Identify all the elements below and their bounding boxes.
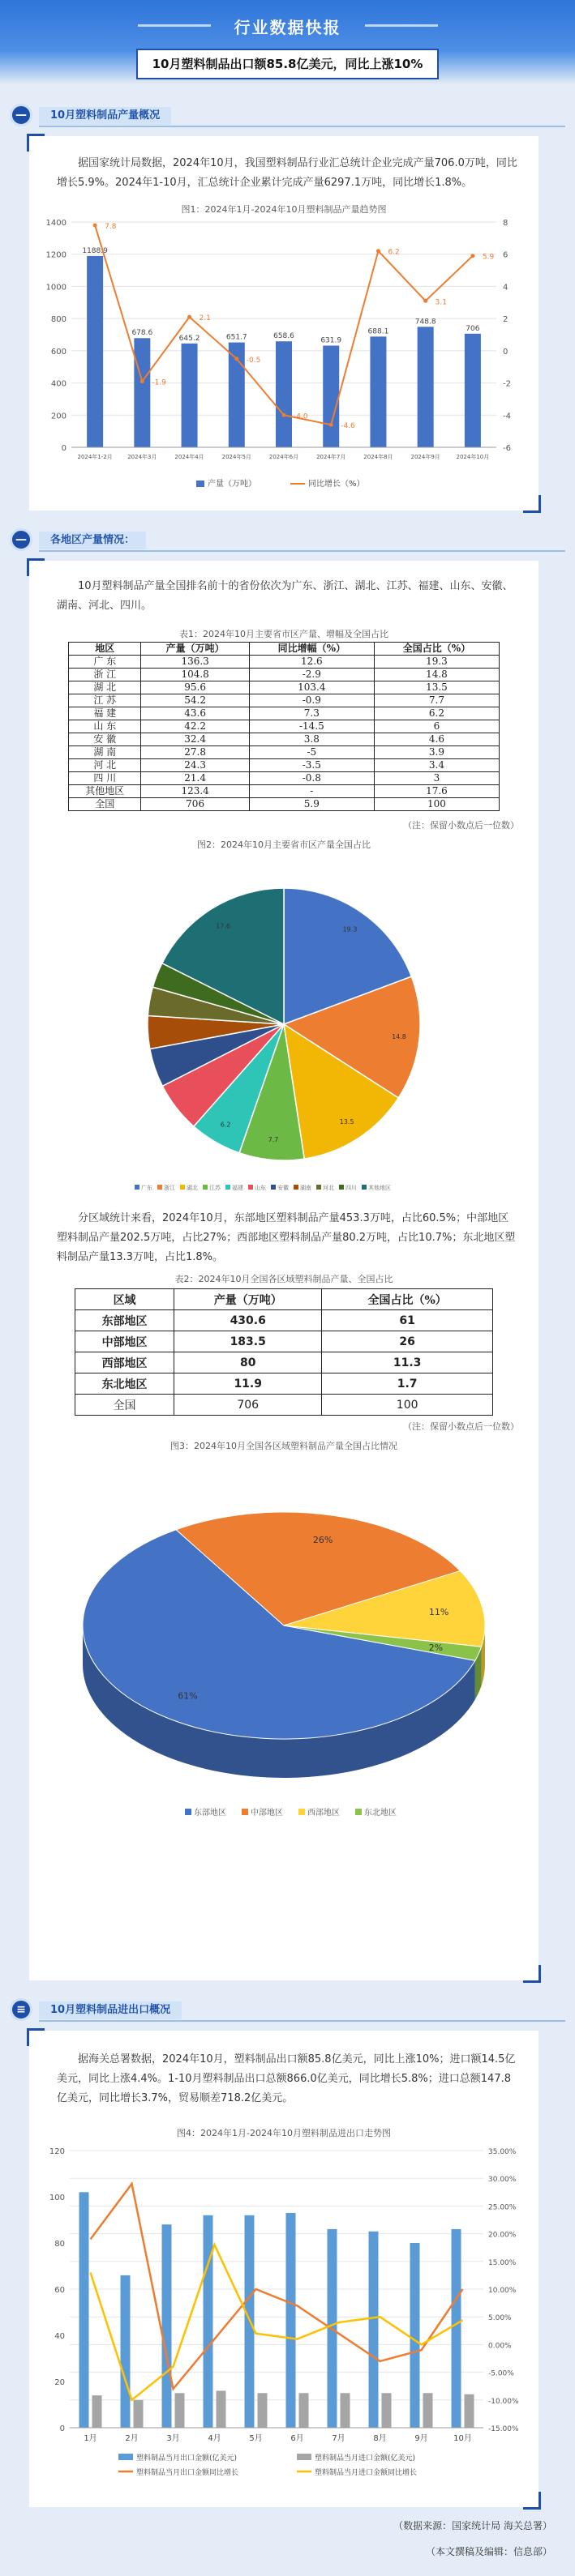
y-right-tick-label: 6	[503, 250, 508, 260]
y-left-tick-label: 0	[59, 2424, 65, 2433]
legend-label: 西部地区	[307, 1809, 340, 1818]
export-growth-line	[91, 2184, 463, 2389]
table-cell: 7.3	[249, 707, 374, 720]
x-tick-label: 5月	[249, 2434, 263, 2443]
y-left-tick-label: 1200	[45, 250, 67, 260]
growth-value-label: 6.2	[388, 248, 400, 257]
y-right-tick-label: 20.00%	[488, 2231, 517, 2240]
table-header-cell: 地区	[69, 643, 141, 656]
table-row	[75, 1373, 493, 1395]
legend-label: 福建	[232, 1185, 243, 1191]
table-cell: 3.9	[374, 746, 499, 759]
table-cell: 福 建	[69, 707, 141, 720]
export-bar	[452, 2229, 461, 2428]
y-left-tick-label: 600	[50, 347, 67, 357]
growth-value-label: 3.1	[435, 298, 447, 307]
x-tick-label: 1月	[84, 2434, 97, 2443]
x-tick-label: 9月	[414, 2434, 428, 2443]
export-bar	[121, 2275, 131, 2428]
card-regions	[29, 561, 539, 1980]
y-right-tick-label: 35.00%	[488, 2148, 517, 2156]
table-cell: 19.3	[374, 656, 499, 669]
legend-swatch	[135, 1185, 139, 1190]
import-bar	[134, 2400, 144, 2428]
province-share-pie	[29, 851, 539, 1199]
x-tick-label: 2024年3月	[127, 454, 157, 460]
bar-value-label: 688.1	[367, 327, 389, 336]
growth-point	[423, 299, 427, 303]
y-left-tick-label: 1400	[45, 219, 67, 228]
table-cell: 103.4	[249, 681, 374, 694]
x-tick-label: 3月	[166, 2434, 180, 2443]
table-cell: 3.8	[249, 733, 374, 746]
production-trend-chart	[29, 214, 539, 506]
y-right-tick-label: -4	[503, 412, 511, 421]
bar-value-label: 706	[466, 324, 480, 333]
legend-label: 中部地区	[251, 1809, 283, 1818]
chart2-caption: 图2：2024年10月主要省市区产量全国占比	[197, 839, 371, 850]
table-header-row	[69, 643, 500, 656]
section-label: 10月塑料制品产量概况	[39, 107, 171, 125]
x-tick-label: 4月	[208, 2434, 221, 2443]
table-cell: 14.8	[374, 669, 499, 681]
legend-swatch	[297, 2454, 311, 2460]
region-split-paragraph: 分区域统计来看，2024年10月，东部地区塑料制品产量453.3万吨，占比60.5%；中部地区塑料制品产量202.5万吨，占比27%；西部地区塑料制品产量80.2万吨，占比10.7%；东北地区塑料制品产量13.3万吨，占比1.8%。	[57, 1212, 516, 1263]
table-cell: -0.8	[249, 772, 374, 785]
chart4-caption: 图4：2024年1月-2024年10月塑料制品进出口走势图	[177, 2128, 391, 2138]
section-badge-icon: ≡	[10, 1998, 32, 2021]
table-cell: 中部地区	[75, 1331, 174, 1352]
table-row	[69, 720, 500, 733]
table-cell: 1.7	[322, 1373, 493, 1395]
table-cell: -0.9	[249, 694, 374, 707]
import-growth-line	[91, 2245, 463, 2400]
bar	[276, 341, 292, 447]
table-cell: 3.4	[374, 759, 499, 772]
x-tick-label: 2024年8月	[363, 454, 393, 460]
x-tick-label: 2024年7月	[316, 454, 346, 460]
export-bar	[79, 2192, 89, 2428]
table-cell: -2.9	[249, 669, 374, 681]
import-bar	[341, 2393, 350, 2428]
table-cell: 广 东	[69, 656, 141, 669]
table-header-cell: 区域	[75, 1289, 174, 1310]
production-paragraph: 据国家统计局数据，2024年10月，我国塑料制品行业汇总统计企业完成产量706.0万吨，同比增长5.9%。2024年1-10月，汇总统计企业累计完成产量6297.1万吨，同比增长1.8%。	[57, 157, 517, 189]
legend-label: 江苏	[209, 1185, 221, 1191]
x-tick-label: 7月	[332, 2434, 345, 2443]
y-left-tick-label: 120	[49, 2147, 65, 2156]
table-row	[69, 759, 500, 772]
legend-swatch	[271, 1185, 276, 1190]
province-table	[68, 642, 500, 811]
table-cell: 43.6	[141, 707, 249, 720]
legend-swatch	[298, 1809, 305, 1815]
table-row	[69, 656, 500, 669]
y-right-tick-label: -2	[503, 379, 511, 389]
header-banner	[0, 0, 575, 84]
y-right-tick-label: -10.00%	[488, 2397, 519, 2406]
table-row	[75, 1352, 493, 1373]
bar	[323, 346, 339, 447]
table-cell: 100	[374, 798, 499, 811]
table-cell: 东北地区	[75, 1373, 174, 1395]
bar-value-label: 748.8	[414, 318, 436, 327]
legend-swatch	[316, 1185, 321, 1190]
trade-paragraph: 据海关总署数据，2024年10月，塑料制品出口额85.8亿美元，同比上涨10%；进口额14.5亿美元，同比上涨4.4%。1-10月塑料制品出口总额866.0亿美元，同比增长5.8%；进口总额147.8亿美元，同比增长3.7%，贸易顺差718.2亿美元。	[57, 2053, 516, 2104]
legend-label: 湖南	[300, 1185, 311, 1191]
y-right-tick-label: 15.00%	[488, 2258, 517, 2267]
import-bar	[175, 2393, 185, 2428]
table2-note: （注：保留小数点后一位数）	[403, 1421, 519, 1432]
import-bar	[217, 2390, 226, 2428]
table-cell: 东部地区	[75, 1310, 174, 1331]
y-right-tick-label: -6	[503, 444, 511, 453]
table-cell: 湖 南	[69, 746, 141, 759]
legend-label: 安徽	[277, 1185, 289, 1191]
pie-slice-label: 13.5	[339, 1117, 354, 1126]
table-row	[75, 1395, 493, 1416]
table-row	[69, 785, 500, 798]
legend-swatch	[180, 1185, 185, 1190]
section-label: 10月塑料制品进出口概况	[39, 2001, 182, 2019]
y-left-tick-label: 400	[50, 379, 67, 389]
import-bar	[299, 2393, 309, 2428]
table-cell: 32.4	[141, 733, 249, 746]
editor-note: （本文撰稿及编辑：信息部）	[425, 2546, 552, 2557]
table-cell: 54.2	[141, 694, 249, 707]
card-trade	[29, 2031, 539, 2507]
table-cell: 6.2	[374, 707, 499, 720]
legend-swatch	[362, 1185, 367, 1190]
legend-label: 东北地区	[364, 1809, 397, 1818]
table-cell: -3.5	[249, 759, 374, 772]
growth-point	[234, 357, 238, 361]
legend-label: 山东	[255, 1185, 266, 1191]
table-cell: 13.5	[374, 681, 499, 694]
table-header-cell: 同比增幅（%）	[249, 643, 374, 656]
region-table	[75, 1288, 493, 1416]
table-cell: 5.9	[249, 798, 374, 811]
x-tick-label: 2024年4月	[174, 454, 204, 460]
growth-value-label: 7.8	[105, 222, 117, 231]
table-cell: -5	[249, 746, 374, 759]
section-divider	[39, 2020, 565, 2022]
y-right-tick-label: 2	[503, 315, 508, 325]
legend-swatch	[118, 2454, 133, 2460]
growth-point	[282, 413, 286, 417]
legend-label: 其他地区	[368, 1185, 391, 1191]
legend-swatch	[339, 1185, 344, 1190]
table-row	[69, 681, 500, 694]
export-bar	[286, 2213, 296, 2428]
banner-title: 行业数据快报	[234, 18, 341, 37]
import-bar	[92, 2395, 102, 2428]
x-tick-label: 2024年1-2月	[77, 454, 113, 460]
legend-swatch	[203, 1185, 208, 1190]
y-left-tick-label: 40	[54, 2332, 65, 2341]
y-right-tick-label: -5.00%	[488, 2369, 514, 2378]
growth-value-label: -4.6	[341, 422, 355, 431]
y-left-tick-label: 80	[54, 2240, 65, 2249]
section-badge-icon: —	[10, 104, 32, 126]
export-bar	[369, 2232, 379, 2428]
regions-paragraph: 10月塑料制品产量全国排名前十的省份依次为广东、浙江、湖北、江苏、福建、山东、安徽、湖南、河北、四川。	[57, 580, 513, 612]
growth-point	[470, 254, 474, 258]
x-tick-label: 2024年9月	[410, 454, 440, 460]
import-bar	[423, 2393, 433, 2428]
y-right-tick-label: -15.00%	[488, 2425, 519, 2433]
card-corner	[27, 134, 45, 152]
table-row	[69, 669, 500, 681]
legend-label: 浙江	[164, 1185, 175, 1191]
y-right-tick-label: 0.00%	[488, 2342, 512, 2351]
table-cell: 104.8	[141, 669, 249, 681]
table-cell: 全国	[75, 1395, 174, 1416]
legend-swatch	[185, 1809, 191, 1815]
table-cell: 安 徽	[69, 733, 141, 746]
trade-trend-chart	[29, 2139, 539, 2502]
y-right-tick-label: 4	[503, 283, 508, 293]
bar-value-label: 631.9	[320, 336, 342, 345]
table-cell: 11.3	[322, 1352, 493, 1373]
growth-point	[93, 223, 97, 227]
section-divider	[39, 550, 565, 552]
x-tick-label: 2024年5月	[221, 454, 251, 460]
x-tick-label: 6月	[290, 2434, 304, 2443]
table-cell: 其他地区	[69, 785, 141, 798]
y-left-tick-label: 800	[50, 315, 67, 325]
legend-label: 河北	[323, 1185, 334, 1191]
table-cell: 61	[322, 1310, 493, 1331]
table-row	[69, 798, 500, 811]
legend-swatch	[294, 1185, 298, 1190]
table-cell: 42.2	[141, 720, 249, 733]
x-tick-label: 8月	[373, 2434, 387, 2443]
table-cell: -	[249, 785, 374, 798]
legend-label: 东部地区	[194, 1809, 226, 1818]
table1-note: （注：保留小数点后一位数）	[403, 820, 519, 831]
legend-label: 塑料制品当月出口金额(亿美元)	[136, 2454, 238, 2463]
table-cell: 全国	[69, 798, 141, 811]
pie-slice-label: 17.6	[216, 922, 230, 930]
table-cell: 6	[374, 720, 499, 733]
bar	[418, 327, 434, 447]
table-header-cell: 产量（万吨）	[174, 1289, 322, 1310]
table-cell: 136.3	[141, 656, 249, 669]
table-row	[69, 772, 500, 785]
table-cell: 95.6	[141, 681, 249, 694]
legend-label: 四川	[345, 1185, 357, 1191]
y-right-tick-label: 30.00%	[488, 2176, 517, 2185]
growth-value-label: 2.1	[199, 314, 211, 323]
table-cell: 21.4	[141, 772, 249, 785]
table-cell: 11.9	[174, 1373, 322, 1395]
legend-swatch	[248, 1185, 253, 1190]
chart3-caption: 图3：2024年10月全国各区域塑料制品产量全国占比情况	[170, 1441, 397, 1451]
table-cell: -14.5	[249, 720, 374, 733]
pie-slice-label: 11%	[428, 1606, 449, 1617]
legend-label: 塑料制品当月进口金额同比增长	[315, 2469, 418, 2477]
pie-slice-label: 61%	[178, 1690, 198, 1702]
table-cell: 12.6	[249, 656, 374, 669]
bar	[182, 344, 198, 447]
section-header-production	[0, 100, 575, 130]
section-badge-icon: —	[10, 528, 32, 551]
table1-caption: 表1：2024年10月主要省市区产量、增幅及全国占比	[179, 629, 388, 639]
legend-label: 塑料制品当月出口金额同比增长	[136, 2469, 239, 2477]
y-left-tick-label: 100	[49, 2194, 65, 2202]
table-cell: 7.7	[374, 694, 499, 707]
table-header-cell: 全国占比（%）	[322, 1289, 493, 1310]
x-tick-label: 10月	[453, 2434, 472, 2443]
bar-value-label: 678.6	[131, 329, 153, 338]
card-corner	[27, 558, 45, 576]
y-right-tick-label: 5.00%	[488, 2314, 512, 2323]
table-row	[75, 1331, 493, 1352]
region-share-pie-3d	[29, 1452, 539, 1971]
table-header-row	[75, 1289, 493, 1310]
table-cell: 24.3	[141, 759, 249, 772]
table-cell: 西部地区	[75, 1352, 174, 1373]
growth-value-label: -4.0	[294, 412, 308, 421]
chart1-caption: 图1：2024年1月-2024年10月塑料制品产量趋势图	[181, 204, 387, 215]
table-cell: 183.5	[174, 1331, 322, 1352]
bar	[87, 256, 103, 447]
table-row	[69, 694, 500, 707]
growth-point	[376, 249, 380, 253]
source-note: （数据来源：国家统计局 海关总署）	[393, 2520, 552, 2531]
growth-value-label: 5.9	[482, 253, 495, 262]
legend-label: 塑料制品当月进口金额(亿美元)	[315, 2454, 416, 2463]
y-right-tick-label: 0	[503, 347, 508, 357]
y-left-tick-label: 20	[54, 2378, 65, 2387]
table-cell: 3	[374, 772, 499, 785]
table-cell: 四 川	[69, 772, 141, 785]
legend-label: 同比增长（%）	[308, 480, 365, 489]
pie-slice-label: 26%	[312, 1535, 333, 1546]
table-cell: 430.6	[174, 1310, 322, 1331]
table-cell: 河 北	[69, 759, 141, 772]
legend-swatch	[242, 1809, 248, 1815]
y-right-tick-label: 8	[503, 219, 508, 228]
import-bar	[258, 2393, 268, 2428]
table-header-cell: 全国占比（%）	[374, 643, 499, 656]
legend-label: 产量（万吨）	[208, 480, 256, 489]
table-row	[75, 1310, 493, 1331]
section-label: 各地区产量情况：	[39, 532, 146, 549]
section-divider	[39, 126, 565, 127]
export-bar	[204, 2215, 213, 2428]
growth-point	[140, 379, 144, 383]
table-row	[69, 733, 500, 746]
y-left-tick-label: 0	[61, 444, 67, 453]
card-corner	[27, 2028, 45, 2046]
table-row	[69, 746, 500, 759]
y-left-tick-label: 1000	[45, 283, 67, 293]
section-header-trade	[0, 1995, 575, 2024]
pie-slice-label: 14.8	[392, 1033, 406, 1041]
table-row	[69, 707, 500, 720]
growth-value-label: -1.9	[152, 378, 166, 387]
table-cell: 706	[141, 798, 249, 811]
x-tick-label: 2月	[125, 2434, 139, 2443]
table2-caption: 表2：2024年10月全国各区域塑料制品产量、全国占比	[174, 1274, 393, 1284]
bar	[134, 338, 150, 447]
table-header-cell: 产量（万吨）	[141, 643, 249, 656]
card-production	[29, 136, 539, 511]
growth-point	[329, 423, 333, 427]
bar-value-label: 1188.9	[82, 246, 108, 255]
pie-slice-label: 6.2	[220, 1121, 231, 1129]
pie-slice-label: 7.7	[268, 1136, 279, 1144]
bar-value-label: 651.7	[225, 333, 247, 342]
legend-label: 广东	[141, 1185, 152, 1191]
table-cell: 湖 北	[69, 681, 141, 694]
section-header-regions	[0, 525, 575, 554]
table-cell: 26	[322, 1331, 493, 1352]
bar-value-label: 645.2	[178, 334, 200, 343]
bar	[370, 336, 386, 447]
pie-slice-label: 2%	[428, 1643, 444, 1654]
legend-label: 湖北	[187, 1185, 198, 1191]
table-cell: 山 东	[69, 720, 141, 733]
growth-point	[187, 315, 191, 319]
legend-swatch	[355, 1809, 362, 1815]
table-cell: 706	[174, 1395, 322, 1416]
table-cell: 100	[322, 1395, 493, 1416]
y-right-tick-label: 10.00%	[488, 2287, 517, 2295]
export-bar	[162, 2224, 172, 2428]
growth-value-label: -0.5	[246, 356, 261, 365]
x-tick-label: 2024年6月	[268, 454, 299, 460]
export-bar	[410, 2243, 420, 2428]
pie-slice-label: 19.3	[342, 925, 358, 933]
table-cell: 123.4	[141, 785, 249, 798]
table-cell: 4.6	[374, 733, 499, 746]
x-tick-label: 2024年10月	[456, 454, 490, 460]
import-bar	[382, 2393, 392, 2428]
table-cell: 江 苏	[69, 694, 141, 707]
legend-swatch-bar	[196, 481, 204, 487]
table-cell: 27.8	[141, 746, 249, 759]
legend-swatch	[225, 1185, 230, 1190]
import-bar	[465, 2394, 474, 2428]
table-cell: 浙 江	[69, 669, 141, 681]
bar-value-label: 658.6	[273, 332, 294, 341]
y-left-tick-label: 200	[50, 412, 67, 421]
table-cell: 80	[174, 1352, 322, 1373]
legend-swatch	[157, 1185, 162, 1190]
table-cell: 17.6	[374, 785, 499, 798]
y-right-tick-label: 25.00%	[488, 2203, 517, 2212]
headline: 10月塑料制品出口额85.8亿美元，同比上涨10%	[136, 49, 439, 79]
bar	[465, 334, 481, 447]
y-left-tick-label: 60	[54, 2286, 65, 2295]
